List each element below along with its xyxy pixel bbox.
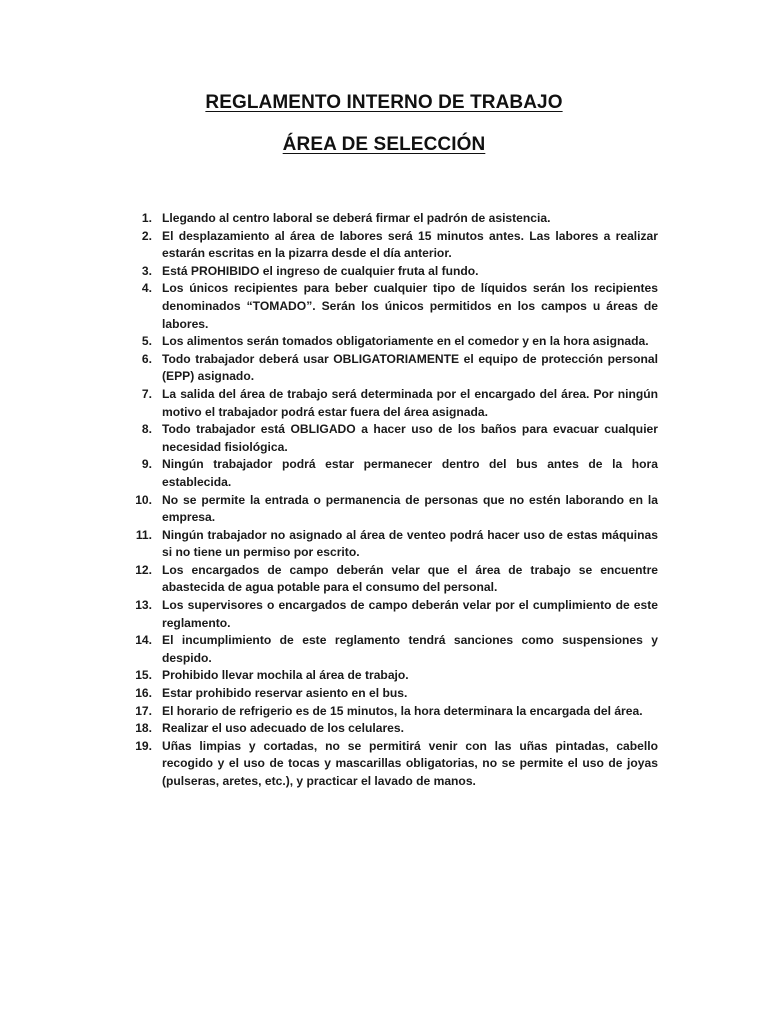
- rule-number: 2.: [141, 228, 152, 243]
- rule-item: [118, 703, 658, 721]
- rule-item: [118, 263, 658, 281]
- rule-number: 10.: [135, 492, 152, 507]
- rule-text: Estar prohibido reservar asiento en el bus.: [162, 686, 408, 701]
- rule-text: Todo trabajador está OBLIGADO a hacer uso de los baños para evacuar cualquier necesidad fisiológica.: [162, 422, 658, 454]
- rule-item: [118, 421, 658, 456]
- rule-number: 17.: [135, 703, 152, 718]
- rule-text: Uñas limpias y cortadas, no se permitirá venir con las uñas pintadas, cabello recogido y el uso de tocas y mascarillas obligatorias, no se permite el uso de joyas (pulseras, aretes, etc.), y practicar el lavado de manos.: [162, 738, 658, 788]
- rule-text: Prohibido llevar mochila al área de trabajo.: [162, 668, 409, 683]
- rules-list: [118, 210, 658, 791]
- rule-item: [118, 685, 658, 703]
- rule-item: [118, 597, 658, 632]
- rule-number: 16.: [135, 686, 152, 701]
- rule-item: [118, 527, 658, 562]
- document-subtitle: ÁREA DE SELECCIÓN: [282, 134, 486, 155]
- rule-item: [118, 720, 658, 738]
- rule-number: 8.: [141, 422, 152, 437]
- rule-number: 19.: [135, 738, 152, 753]
- rule-number: 12.: [135, 562, 152, 577]
- rule-text: La salida del área de trabajo será determinada por el encargado del área. Por ningún motivo el trabajador podrá estar fuera del área asignada.: [162, 386, 658, 419]
- rule-item: [118, 456, 658, 491]
- rule-text: Los únicos recipientes para beber cualquier tipo de líquidos serán los recipientes denominados “TOMADO”. Serán los únicos permitidos en los campos u áreas de labores.: [162, 281, 658, 331]
- rule-item: [118, 492, 658, 527]
- rule-number: 5.: [141, 334, 152, 349]
- rule-item: [118, 632, 658, 667]
- rule-number: 13.: [135, 598, 152, 613]
- rule-item: [118, 562, 658, 597]
- rule-item: [118, 386, 658, 421]
- rule-item: [118, 280, 658, 333]
- rule-item: [118, 210, 658, 228]
- rule-text: No se permite la entrada o permanencia de personas que no estén laborando en la empresa.: [162, 492, 658, 525]
- rule-number: 18.: [135, 721, 152, 736]
- rule-number: 9.: [141, 457, 152, 472]
- rule-text: Está PROHIBIDO el ingreso de cualquier fruta al fundo.: [162, 263, 479, 278]
- rule-number: 11.: [135, 527, 152, 542]
- rule-number: 15.: [135, 668, 152, 683]
- rule-text: Ningún trabajador podrá estar permanecer dentro del bus antes de la hora establecida.: [162, 457, 658, 489]
- rule-item: [118, 667, 658, 685]
- rule-text: Realizar el uso adecuado de los celulares.: [162, 721, 404, 736]
- rule-number: 3.: [141, 263, 152, 278]
- rule-text: El horario de refrigerio es de 15 minutos, la hora determinara la encargada del área.: [162, 703, 643, 718]
- document-title: REGLAMENTO INTERNO DE TRABAJO: [205, 92, 563, 113]
- rule-item: [118, 738, 658, 791]
- rule-text: Los encargados de campo deberán velar que el área de trabajo se encuentre abastecida de agua potable para el consumo del personal.: [162, 562, 658, 595]
- rule-item: [118, 228, 658, 263]
- rule-number: 4.: [141, 281, 152, 296]
- rule-text: El incumplimiento de este reglamento tendrá sanciones como suspensiones y despido.: [162, 633, 658, 665]
- rule-text: Llegando al centro laboral se deberá firmar el padrón de asistencia.: [162, 211, 551, 225]
- rule-item: [118, 351, 658, 386]
- rule-text: El desplazamiento al área de labores será 15 minutos antes. Las labores a realizar estarán escritas en la pizarra desde el día anterior.: [162, 228, 658, 261]
- rule-number: 14.: [135, 633, 152, 648]
- rule-number: 7.: [141, 386, 152, 401]
- rule-number: 6.: [141, 351, 152, 366]
- rule-item: [118, 333, 658, 351]
- rule-text: Los alimentos serán tomados obligatoriamente en el comedor y en la hora asignada.: [162, 334, 649, 349]
- rule-number: 1.: [141, 211, 152, 225]
- rule-text: Todo trabajador deberá usar OBLIGATORIAMENTE el equipo de protección personal (EPP) asignado.: [162, 351, 658, 384]
- rule-text: Ningún trabajador no asignado al área de venteo podrá hacer uso de estas máquinas si no tiene un permiso por escrito.: [162, 527, 658, 560]
- rule-text: Los supervisores o encargados de campo deberán velar por el cumplimiento de este reglamento.: [162, 598, 658, 630]
